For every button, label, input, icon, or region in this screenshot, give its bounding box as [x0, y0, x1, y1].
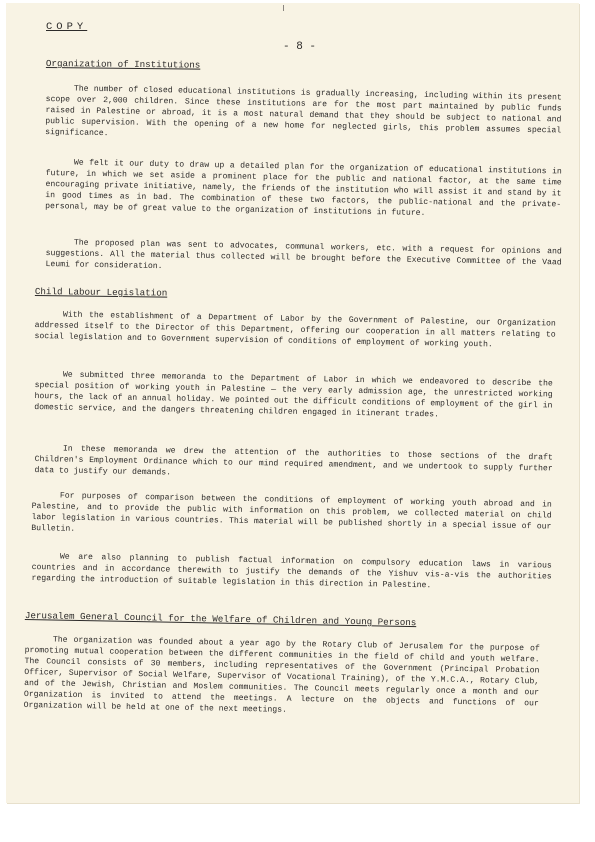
section-heading-child-labour: Child Labour Legislation — [34, 286, 168, 299]
paragraph-child-labour-3: In these memoranda we drew the attention of the authorities to those sections of the draft Children's Employment Ordinance which to our mind required amendment, and we undertook to supply further data to justify our demands. — [34, 444, 553, 478]
paragraph-jerusalem-council-1: The organization was founded about a year ago by the Rotary Club of Jerusalem for the purpose of promoting mutual cooperation between the different communities in the field of child and youth welfare. The Council consists of 30 members, including representatives of the Government (Principal Probation Officer, Supervisor of Social Welfare, Supervisor of Vocational Training), of the Y.M.C.A., Rotary Club, and of the Jewish, Christian and Moslem communities. The Council meets regularly once a month and our Organization is invited to attend the meetings. A lecture on the objects and functions of our Organization will be held at one of the next meetings. — [23, 635, 540, 715]
paragraph-institutions-2: We felt it our duty to draw up a detailed plan for the organization of educational institutions in future, in which we set aside a prominent place for the public and national factor, at the same time encouraging private initiative, namely, the friends of the institution who will assist it and stand by it in good times as in bad. The combination of these two factors, the public-national and the private-personal, may be of great value to the organization of institutions in future. — [45, 158, 562, 218]
section-heading-jerusalem-council: Jerusalem General Council for the Welfare of Children and Young Persons — [24, 610, 417, 629]
paragraph-institutions-3: The proposed plan was sent to advocates, communal workers, etc. with a request for opinions and suggestions. All the material thus collected will be brought before the Executive Committee of the Vaad Leumi for consideration. — [45, 238, 562, 272]
staple-mark — [283, 5, 284, 11]
paragraph-child-labour-5: We are also planning to publish factual information on compulsory education laws in various countries and in accordance therewith to justify the demands of the Yishuv vis-a-vis the authorities regarding the introduction of suitable legislation in this direction in Palestine. — [31, 552, 552, 591]
paragraph-institutions-1: The number of closed educational institutions is gradually increasing, including within its present scope over 2,000 children. Since these institutions are for the most part maintained by public funds raised in Palestine or abroad, it is a most natural demand that they should be subject to national and public supervision. With the opening of a new home for neglected girls, this problem assumes special significance. — [45, 84, 562, 139]
paragraph-child-labour-2: We submitted three memoranda to the Department of Labor in which we endeavored to describe the special position of working youth in Palestine — the very early admission age, the unrestricted working hours, the lack of an annual holiday. We pointed out the difficult conditions of employment of the girl in domestic service, and the dangers threatening children engaged in itinerant trades. — [34, 370, 553, 420]
page-number: - 8 - — [283, 41, 317, 53]
paragraph-child-labour-4: For purposes of comparison between the conditions of employment of working youth abroad and in Palestine, and to provide the public with information on this problem, we collected material on child labor legislation in various countries. This material will be published shortly in a special issue of our Bulletin. — [31, 491, 552, 534]
paragraph-child-labour-1: With the establishment of a Department of Labor by the Government of Palestine, our Organization addressed itself to the Director of this Department, offering our cooperation in all matters relating to social legislation and to Government supervision of conditions of employment of working youth. — [34, 310, 556, 350]
section-heading-institutions: Organization of Institutions — [45, 58, 201, 71]
copy-label: COPY — [46, 21, 88, 33]
